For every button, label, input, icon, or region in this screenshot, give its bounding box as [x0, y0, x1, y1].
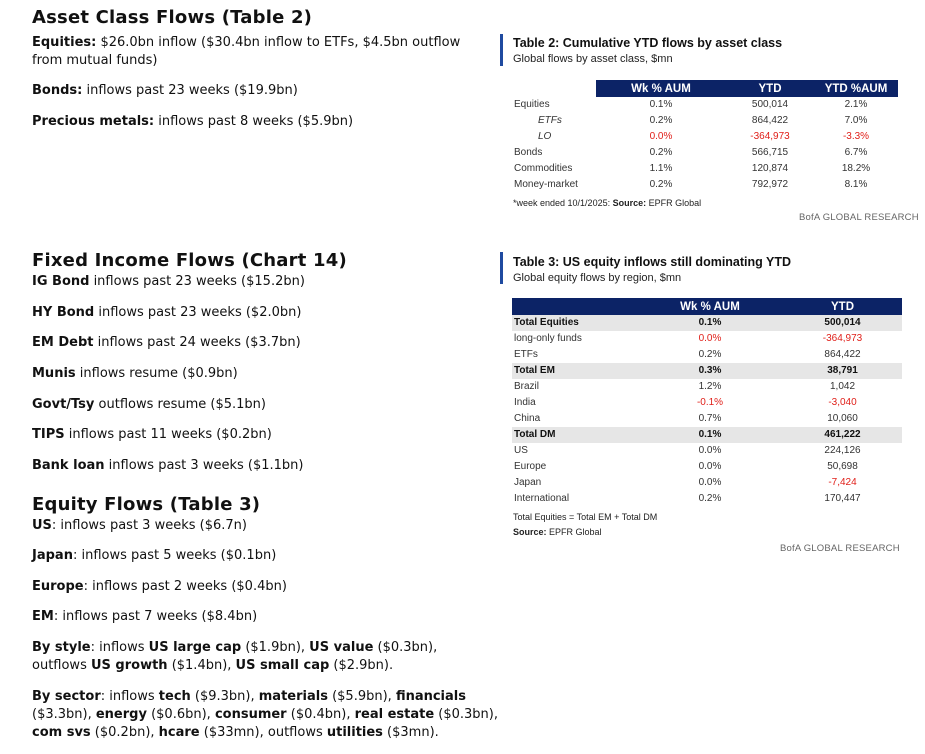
japan-equity-item	[32, 547, 276, 565]
item-text: inflows past 24 weeks ($3.7bn)	[93, 335, 301, 350]
item-text: inflows past 11 weeks ($0.2bn)	[64, 427, 272, 442]
table-row	[512, 379, 902, 395]
header-cell: Wk % AUM	[596, 80, 726, 97]
ytd-cell: 500,014	[751, 99, 789, 110]
table-2-accent-bar	[500, 34, 503, 66]
table-row	[512, 395, 902, 411]
item-text: : inflows past 5 weeks ($0.1bn)	[72, 548, 277, 563]
hy-bond-item	[32, 304, 301, 322]
item-text: inflows resume ($0.9bn)	[75, 366, 238, 381]
wk-aum-cell: 0.1%	[637, 315, 783, 331]
sector-text: ($0.4bn),	[286, 707, 355, 722]
table-row	[512, 315, 902, 331]
wk-aum-cell: 0.2%	[649, 115, 673, 126]
table-row	[512, 161, 898, 177]
wk-aum-cell: 0.1%	[637, 427, 783, 443]
table-3-block	[500, 240, 902, 560]
sector-text: ($3.3bn),	[32, 707, 96, 722]
item-text: : inflows past 2 weeks ($0.4bn)	[83, 579, 287, 594]
by-sector-line-3	[32, 724, 482, 742]
sector-text: ($9.3bn),	[190, 689, 259, 704]
table-3-credit: BofA GLOBAL RESEARCH	[780, 543, 900, 554]
item-label: Bank loan	[32, 458, 105, 473]
row-label: International	[514, 493, 570, 504]
equities-label: Equities:	[32, 35, 97, 50]
style-text: ($1.4bn),	[167, 658, 236, 673]
wk-aum-cell: 0.0%	[649, 131, 673, 142]
table-row	[512, 443, 902, 459]
ig-bond-item	[32, 273, 305, 291]
row-label: long-only funds	[514, 333, 582, 344]
ytd-cell: 120,874	[751, 163, 789, 174]
sector-text: ($0.6bn),	[146, 707, 215, 722]
ytd-cell: 792,972	[751, 179, 789, 190]
item-label: Europe	[32, 579, 84, 594]
row-label: China	[514, 413, 541, 424]
style-us-value: US value	[309, 640, 374, 655]
europe-equity-item	[32, 578, 287, 596]
table-row	[512, 129, 898, 145]
row-label: Japan	[514, 477, 542, 488]
table-row	[512, 363, 902, 379]
item-text: inflows past 3 weeks ($1.1bn)	[104, 458, 304, 473]
table-2-footnote	[513, 198, 701, 208]
sector-text: ($0.2bn),	[90, 725, 159, 740]
metals-summary	[32, 113, 353, 131]
metals-text: inflows past 8 weeks ($5.9bn)	[154, 114, 354, 129]
table-3	[512, 298, 902, 507]
table-2-credit: BofA GLOBAL RESEARCH	[799, 212, 919, 223]
munis-item	[32, 365, 238, 383]
ytd-cell: 566,715	[751, 147, 789, 158]
bank-loan-item	[32, 457, 303, 475]
style-us-large-cap: US large cap	[148, 640, 242, 655]
table-3-note: Total Equities = Total EM + Total DM	[513, 512, 658, 522]
bonds-label: Bonds:	[32, 83, 83, 98]
item-label: Govt/Tsy	[32, 397, 95, 412]
sector-text: ($33mn), outflows	[199, 725, 327, 740]
wk-aum-cell: 0.1%	[649, 99, 673, 110]
fixed-income-title: Fixed Income Flows (Chart 14)	[32, 250, 347, 271]
ytd-aum-cell: 18.2%	[841, 163, 871, 174]
table-2-block	[500, 0, 919, 230]
by-sector-item	[32, 688, 499, 742]
table-row	[512, 475, 902, 491]
table-3-title: Table 3: US equity inflows still dominating YTD	[513, 255, 792, 269]
row-label: US	[514, 445, 528, 456]
ytd-aum-cell: 2.1%	[844, 99, 868, 110]
bonds-text: inflows past 23 weeks ($19.9bn)	[82, 83, 298, 98]
item-label: HY Bond	[32, 305, 95, 320]
ytd-cell: 461,222	[783, 427, 902, 443]
tips-item	[32, 426, 272, 444]
table-row	[512, 491, 902, 507]
ytd-cell: 50,698	[827, 461, 858, 472]
govt-tsy-item	[32, 396, 266, 414]
item-text: : inflows past 3 weeks ($6.7n)	[51, 518, 247, 533]
style-us-small-cap: US small cap	[235, 658, 330, 673]
wk-aum-cell: 0.0%	[698, 461, 722, 472]
table-row	[512, 347, 902, 363]
em-debt-item	[32, 334, 301, 352]
source-text: EPFR Global	[546, 527, 602, 537]
row-label: Europe	[514, 461, 547, 472]
table-3-source	[513, 527, 602, 537]
row-label: ETFs	[538, 115, 562, 126]
sector-financials: financials	[395, 689, 466, 704]
wk-aum-cell: -0.1%	[696, 397, 724, 408]
wk-aum-cell: 0.0%	[698, 477, 722, 488]
sector-label: By sector	[32, 689, 101, 704]
style-text: outflows	[32, 658, 91, 673]
table-2-title: Table 2: Cumulative YTD flows by asset class	[513, 36, 783, 50]
wk-aum-cell: 0.2%	[649, 179, 673, 190]
style-us-growth: US growth	[90, 658, 168, 673]
sector-tech: tech	[158, 689, 191, 704]
wk-aum-cell: 0.2%	[698, 493, 722, 504]
table-3-subtitle: Global equity flows by region, $mn	[513, 272, 682, 284]
equities-summary	[32, 34, 482, 70]
header-cell: Wk % AUM	[637, 298, 783, 315]
style-text: ($0.3bn),	[373, 640, 438, 655]
row-label: Brazil	[514, 381, 540, 392]
row-label: Money-market	[514, 179, 578, 190]
sector-text: ($3mn).	[382, 725, 439, 740]
table-3-accent-bar	[500, 252, 503, 284]
equity-flows-title: Equity Flows (Table 3)	[32, 494, 261, 515]
table-row	[512, 459, 902, 475]
row-label: Bonds	[514, 147, 543, 158]
source-label: Source:	[612, 198, 647, 208]
style-text: ($1.9bn),	[241, 640, 310, 655]
ytd-aum-cell: -3.3%	[842, 131, 870, 142]
sector-com-svs: com svs	[32, 725, 91, 740]
table-2-subtitle: Global flows by asset class, $mn	[513, 53, 673, 65]
style-text: ($2.9bn).	[329, 658, 394, 673]
by-sector-line-1	[32, 688, 482, 706]
item-text: inflows past 23 weeks ($2.0bn)	[94, 305, 302, 320]
item-label: EM Debt	[32, 335, 94, 350]
ytd-cell: -364,973	[750, 131, 790, 142]
wk-aum-cell: 1.1%	[649, 163, 673, 174]
item-text: outflows resume ($5.1bn)	[94, 397, 266, 412]
ytd-cell: 10,060	[827, 413, 858, 424]
sector-consumer: consumer	[214, 707, 287, 722]
footnote-text: *week ended 10/1/2025:	[513, 198, 613, 208]
us-equity-item	[32, 517, 247, 535]
item-label: TIPS	[32, 427, 65, 442]
sector-text: ($5.9bn),	[327, 689, 396, 704]
table-row	[512, 427, 902, 443]
table-row	[512, 177, 898, 193]
sector-real-estate: real estate	[354, 707, 435, 722]
row-label: ETFs	[514, 349, 538, 360]
row-label: Commodities	[514, 163, 573, 174]
source-label: Source:	[513, 527, 547, 537]
wk-aum-cell: 0.3%	[637, 363, 783, 379]
wk-aum-cell: 0.2%	[698, 349, 722, 360]
table-row	[512, 97, 898, 113]
table-row	[512, 113, 898, 129]
style-text: : inflows	[90, 640, 149, 655]
table-row	[512, 411, 902, 427]
ytd-cell: 224,126	[824, 445, 861, 456]
ytd-cell: 500,014	[783, 315, 902, 331]
sector-hcare: hcare	[158, 725, 200, 740]
item-text: inflows past 23 weeks ($15.2bn)	[89, 274, 305, 289]
row-label: Total Equities	[512, 315, 637, 331]
em-equity-item	[32, 608, 257, 626]
table-header-row	[512, 80, 898, 97]
header-cell: YTD	[726, 80, 814, 97]
table-2	[512, 80, 898, 193]
bonds-summary	[32, 82, 298, 100]
wk-aum-cell: 0.0%	[698, 333, 722, 344]
by-style-line-1	[32, 639, 482, 657]
item-text: : inflows past 7 weeks ($8.4bn)	[53, 609, 258, 624]
sector-materials: materials	[258, 689, 328, 704]
item-label: IG Bond	[32, 274, 90, 289]
item-label: Munis	[32, 366, 76, 381]
ytd-aum-cell: 7.0%	[844, 115, 868, 126]
metals-label: Precious metals:	[32, 114, 155, 129]
header-cell: YTD %AUM	[814, 80, 898, 97]
wk-aum-cell: 0.0%	[698, 445, 722, 456]
wk-aum-cell: 1.2%	[698, 381, 722, 392]
sector-text: : inflows	[100, 689, 159, 704]
ytd-cell: 864,422	[824, 349, 861, 360]
ytd-cell: -7,424	[828, 477, 857, 488]
header-cell: YTD	[783, 298, 902, 315]
sector-energy: energy	[95, 707, 147, 722]
ytd-cell: 38,791	[783, 363, 902, 379]
sector-utilities: utilities	[326, 725, 383, 740]
sector-text: ($0.3bn),	[434, 707, 499, 722]
asset-class-title: Asset Class Flows (Table 2)	[32, 7, 313, 28]
by-style-item	[32, 639, 482, 675]
table-row	[512, 145, 898, 161]
wk-aum-cell: 0.2%	[649, 147, 673, 158]
row-label: Total DM	[512, 427, 637, 443]
item-label: EM	[32, 609, 54, 624]
item-label: US	[32, 518, 52, 533]
equities-text: $26.0bn inflow ($30.4bn inflow to ETFs, $4.5bn outflow from mutual funds)	[32, 35, 461, 68]
row-label: LO	[538, 131, 552, 142]
header-cell	[512, 80, 596, 97]
source-text: EPFR Global	[646, 198, 702, 208]
by-style-line-2	[32, 657, 482, 675]
row-label: Equities	[514, 99, 550, 110]
ytd-cell: 864,422	[751, 115, 789, 126]
table-header-row	[512, 298, 902, 315]
by-sector-line-2	[32, 706, 499, 724]
style-label: By style	[32, 640, 91, 655]
ytd-cell: -364,973	[822, 333, 863, 344]
ytd-aum-cell: 8.1%	[844, 179, 868, 190]
header-cell	[512, 298, 637, 315]
table-row	[512, 331, 902, 347]
row-label: India	[514, 397, 536, 408]
ytd-cell: 170,447	[824, 493, 861, 504]
item-label: Japan	[32, 548, 73, 563]
ytd-aum-cell: 6.7%	[844, 147, 868, 158]
row-label: Total EM	[512, 363, 637, 379]
wk-aum-cell: 0.7%	[698, 413, 722, 424]
ytd-cell: -3,040	[828, 397, 857, 408]
ytd-cell: 1,042	[829, 381, 856, 392]
